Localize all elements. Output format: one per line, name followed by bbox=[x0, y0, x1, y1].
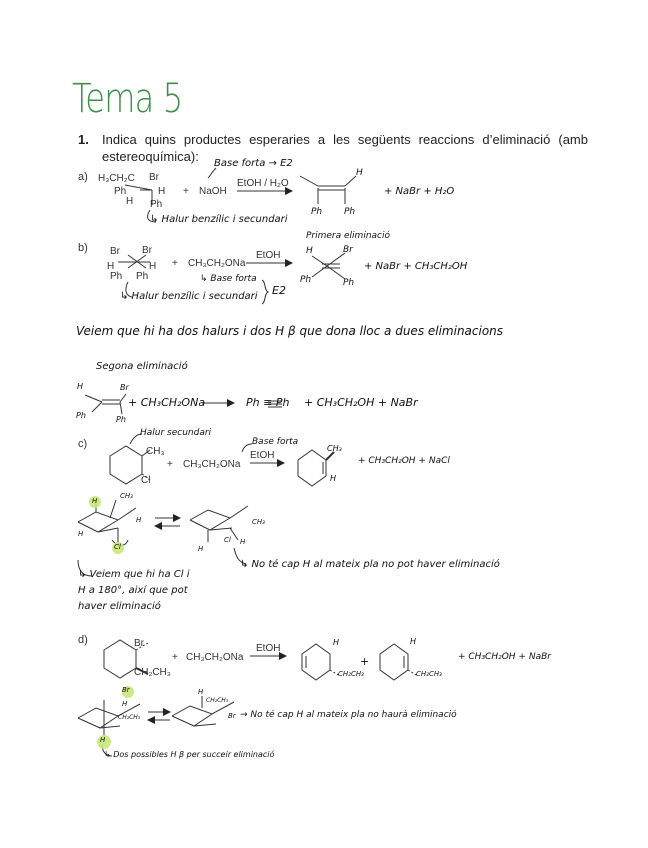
chair-ethyl-label: CH₂CH₃ bbox=[118, 714, 141, 721]
reagent: CH₃CH₂ONa bbox=[183, 459, 241, 470]
reaction-d-label: d) bbox=[78, 634, 88, 646]
note-halur: ↳ Halur benzílic i secundari bbox=[120, 291, 258, 302]
note-base-forta: ↳ Base forta bbox=[200, 274, 257, 284]
conditions: EtOH bbox=[256, 250, 281, 261]
hydrogen-label: H bbox=[126, 196, 134, 207]
note-anti-periplanar: ↳ Veiem que hi ha Cl i bbox=[78, 569, 190, 580]
chair-h-label: H bbox=[78, 530, 84, 538]
note-base-forta: Base forta → E2 bbox=[214, 158, 293, 169]
chair-h-label: H bbox=[100, 736, 106, 744]
phenyl-label: Ph bbox=[110, 271, 123, 282]
plus-sign: + bbox=[167, 459, 173, 470]
chair-h-label: H bbox=[240, 538, 246, 546]
product-ph: Ph bbox=[343, 278, 355, 288]
product-br: Br bbox=[343, 245, 353, 255]
product-methyl: CH₃ bbox=[327, 444, 342, 453]
product-ph: Ph bbox=[344, 207, 356, 217]
hydrogen-label: H bbox=[77, 382, 84, 391]
bromine-label: Br bbox=[134, 638, 144, 649]
chair-h-label: H bbox=[122, 700, 128, 708]
hydrogen-label: H bbox=[107, 261, 115, 272]
reaction-c-label: c) bbox=[78, 438, 88, 450]
note-two-beta-h: ↳ Dos possibles H β per succeir eliminació bbox=[104, 750, 275, 759]
note-base-forta: Base forta bbox=[252, 437, 299, 447]
product-ethyl: CH₂CH₃ bbox=[416, 670, 442, 678]
reagent: + CH₃CH₂ONa bbox=[128, 396, 206, 409]
chair-methyl-label: CH₃ bbox=[120, 492, 133, 500]
phenyl-label: Ph bbox=[114, 186, 127, 197]
question-number: 1. bbox=[78, 132, 89, 147]
product-h: H bbox=[356, 168, 363, 178]
phenyl-label: Ph bbox=[150, 199, 163, 210]
note-first-elimination: Primera eliminació bbox=[306, 231, 390, 241]
bromine-label: Br bbox=[149, 172, 159, 183]
byproducts: + CH₃CH₂OH + NaCl bbox=[358, 456, 450, 466]
chlorine-label: Cl bbox=[141, 475, 151, 486]
chair-h-label: H bbox=[198, 688, 204, 696]
plus-sign: + bbox=[183, 186, 189, 197]
byproducts: + NaBr + CH₃CH₂OH bbox=[364, 261, 468, 272]
reagent: CH₃CH₂ONa bbox=[188, 258, 246, 269]
reaction-b-label: b) bbox=[78, 242, 88, 254]
plus-sign: + bbox=[172, 652, 178, 663]
bromine-label: Br bbox=[142, 245, 152, 256]
conditions: EtOH / H₂O bbox=[237, 178, 289, 189]
conditions: EtOH bbox=[256, 643, 281, 654]
phenyl-label: Ph bbox=[76, 411, 86, 420]
note-no-coplanar-h: ↳ No té cap H al mateix pla no pot haver eliminació bbox=[240, 559, 500, 570]
chair-conformer-c2 bbox=[190, 506, 248, 530]
page-title: Tema 5 bbox=[72, 76, 183, 122]
byproducts: + NaBr + H₂O bbox=[384, 186, 455, 197]
chair-methyl-label: CH₃ bbox=[252, 518, 265, 526]
product-ph: Ph bbox=[300, 275, 312, 285]
alkyne-product: Ph ≡ Ph bbox=[246, 396, 290, 409]
reaction-a-label: a) bbox=[78, 171, 88, 183]
product-h: H bbox=[306, 246, 313, 256]
conditions: EtOH bbox=[250, 450, 275, 461]
chair-h-label: H bbox=[136, 516, 142, 524]
note-halur: ↳ Halur benzílic i secundari bbox=[150, 214, 288, 225]
chair-conformer-d2 bbox=[172, 702, 234, 726]
substituent-ethyl: H₃CH₂C bbox=[98, 173, 135, 184]
plus-sign: + bbox=[172, 258, 178, 269]
byproducts: + CH₃CH₂OH + NaBr bbox=[458, 652, 551, 662]
note-two-halides: Veiem que hi ha dos halurs i dos H β que dona lloc a dues eliminacions bbox=[76, 324, 504, 338]
phenyl-label: Ph bbox=[136, 271, 149, 282]
chair-ethyl-label: CH₂CH₃ bbox=[206, 697, 229, 704]
cyclohexane-ring-c bbox=[110, 446, 142, 484]
product-ph: Ph bbox=[311, 207, 323, 217]
hydrogen-label: H bbox=[149, 261, 157, 272]
product-h: H bbox=[410, 637, 417, 646]
bond bbox=[125, 185, 152, 190]
note-no-coplanar-h: → No té cap H al mateix pla no haurà eliminació bbox=[240, 710, 457, 720]
note-halur-secundari: Halur secundari bbox=[140, 428, 212, 438]
chair-h-label: H bbox=[92, 497, 98, 505]
byproducts: + CH₃CH₂OH + NaBr bbox=[304, 396, 418, 409]
reagent: CH₃CH₂ONa bbox=[186, 652, 244, 663]
product-ethyl: CH₂CH₃ bbox=[338, 670, 364, 678]
bromine-label: Br bbox=[110, 246, 120, 257]
chair-h-label: H bbox=[198, 545, 204, 553]
methyl-label: CH₃ bbox=[146, 446, 165, 457]
note-anti-periplanar: H a 180°, així que pot bbox=[78, 585, 188, 596]
product-h: H bbox=[333, 638, 340, 647]
chair-cl-label: Cl bbox=[114, 543, 121, 551]
chair-br-label: Br bbox=[228, 712, 236, 720]
phenyl-label: Ph bbox=[116, 415, 126, 424]
chair-cl-label: Cl bbox=[224, 536, 231, 544]
ethyl-label: CH₂CH₃ bbox=[134, 667, 171, 678]
chair-br-label: Br bbox=[122, 686, 130, 694]
note-anti-periplanar: haver eliminació bbox=[78, 601, 161, 612]
product-h: H bbox=[330, 474, 337, 483]
reagent: NaOH bbox=[199, 186, 227, 197]
plus-sign: + bbox=[360, 655, 370, 668]
question-text: Indica quins productes esperaries a les següents reaccions d’eliminació (amb estereoquímica): bbox=[102, 132, 588, 164]
hydrogen-label: H bbox=[158, 186, 166, 197]
note-e2: E2 bbox=[272, 284, 286, 297]
bromine-label: Br bbox=[120, 383, 129, 392]
cyclohexane-ring-d bbox=[104, 640, 136, 678]
chair-conformer-c1 bbox=[78, 508, 136, 532]
second-elimination-heading: Segona eliminació bbox=[96, 361, 188, 372]
